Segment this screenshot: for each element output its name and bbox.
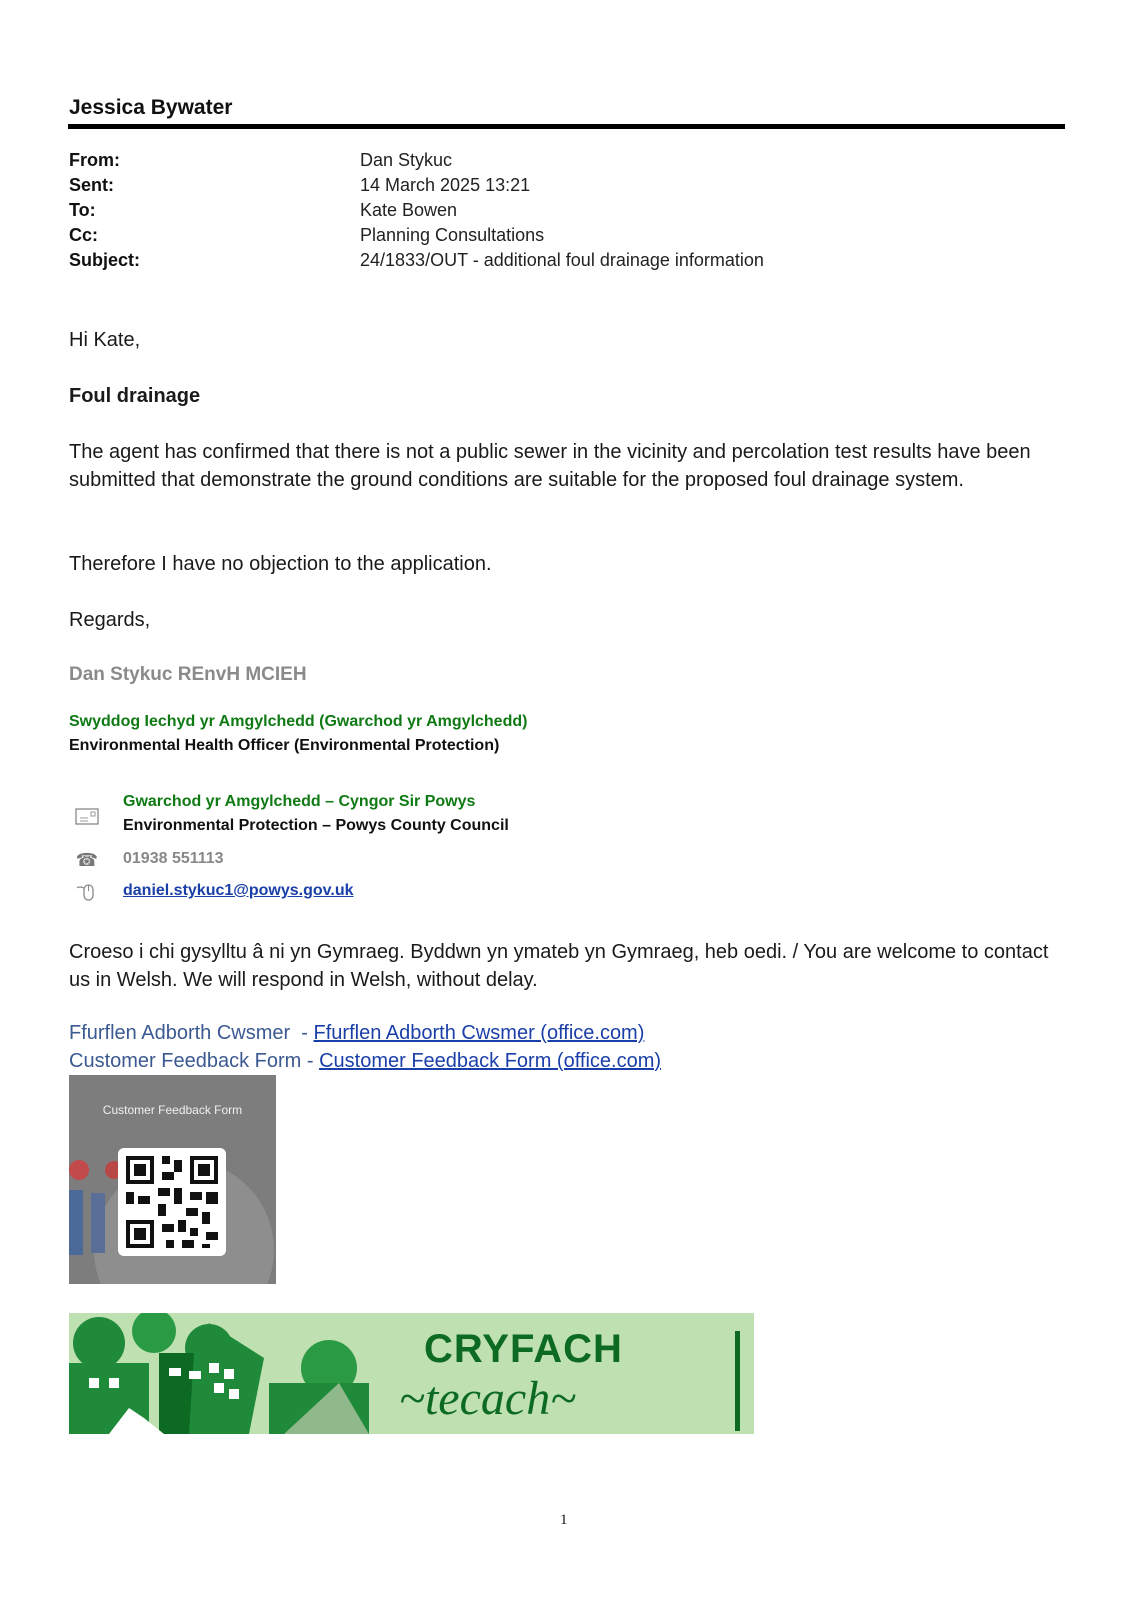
to-value: Kate Bowen	[360, 200, 458, 220]
signature-name: Dan Stykuc REnvH MCIEH	[69, 664, 307, 685]
qr-title: Customer Feedback Form	[102, 1103, 243, 1117]
telephone-icon: ☎	[75, 850, 99, 870]
role-welsh: Swyddog Iechyd yr Amgylchedd (Gwarchod yr Amgylchedd)	[69, 713, 528, 730]
document-owner-name: Jessica Bywater	[69, 96, 233, 119]
envelope-icon	[75, 806, 99, 826]
section-heading: Foul drainage	[69, 385, 201, 407]
header-divider	[68, 124, 1065, 129]
feedback-label-welsh: Ffurflen Adborth Cwsmer -	[69, 1022, 314, 1044]
sent-label: Sent:	[69, 175, 114, 195]
banner-title: CRYFACH	[424, 1327, 623, 1371]
body-paragraph-2: Therefore I have no objection to the application.	[69, 553, 492, 575]
feedback-line-welsh	[69, 1022, 644, 1045]
feedback-link-welsh[interactable]: Ffurflen Adborth Cwsmer (office.com)	[313, 1022, 645, 1044]
email-link[interactable]: daniel.stykuc1@powys.gov.uk	[123, 882, 354, 899]
feedback-label-english: Customer Feedback Form -	[69, 1050, 320, 1072]
feedback-qr-image[interactable]	[69, 1075, 276, 1284]
from-label: From:	[69, 150, 120, 170]
page-number: 1	[560, 1512, 568, 1528]
banner-houses-illustration	[69, 1313, 399, 1434]
body-paragraph-1: The agent has confirmed that there is not a public sewer in the vicinity and percolation test results have been submitted that demonstrate the ground conditions are suitable for the proposed foul drainage system.	[69, 441, 1031, 491]
greeting: Hi Kate,	[69, 329, 141, 351]
department-welsh: Gwarchod yr Amgylchedd – Cyngor Sir Powys	[123, 793, 476, 810]
cc-label: Cc:	[69, 225, 99, 245]
mouse-icon	[75, 882, 99, 902]
qr-code	[118, 1148, 226, 1256]
banner-subtitle: ~tecach~	[399, 1372, 577, 1425]
welsh-language-note: Croeso i chi gysylltu â ni yn Gymraeg. Byddwn yn ymateb yn Gymraeg, heb oedi. / You are welcome to contact us in Welsh. We will respond in Welsh, without delay.	[69, 941, 1049, 991]
sent-value: 14 March 2025 13:21	[360, 175, 531, 195]
department-english: Environmental Protection – Powys County Council	[123, 817, 509, 834]
closing: Regards,	[69, 609, 151, 631]
feedback-line-english	[69, 1050, 661, 1073]
subject-label: Subject:	[69, 250, 141, 270]
phone-number: 01938 551113	[123, 850, 224, 867]
feedback-link-english[interactable]: Customer Feedback Form (office.com)	[319, 1050, 662, 1072]
cryfach-tecach-banner	[69, 1313, 754, 1434]
cc-value: Planning Consultations	[360, 225, 545, 245]
role-english: Environmental Health Officer (Environmental Protection)	[69, 737, 500, 754]
from-value: Dan Stykuc	[360, 150, 453, 170]
banner-divider	[735, 1331, 740, 1431]
to-label: To:	[69, 200, 96, 220]
subject-value: 24/1833/OUT - additional foul drainage information	[360, 250, 764, 270]
